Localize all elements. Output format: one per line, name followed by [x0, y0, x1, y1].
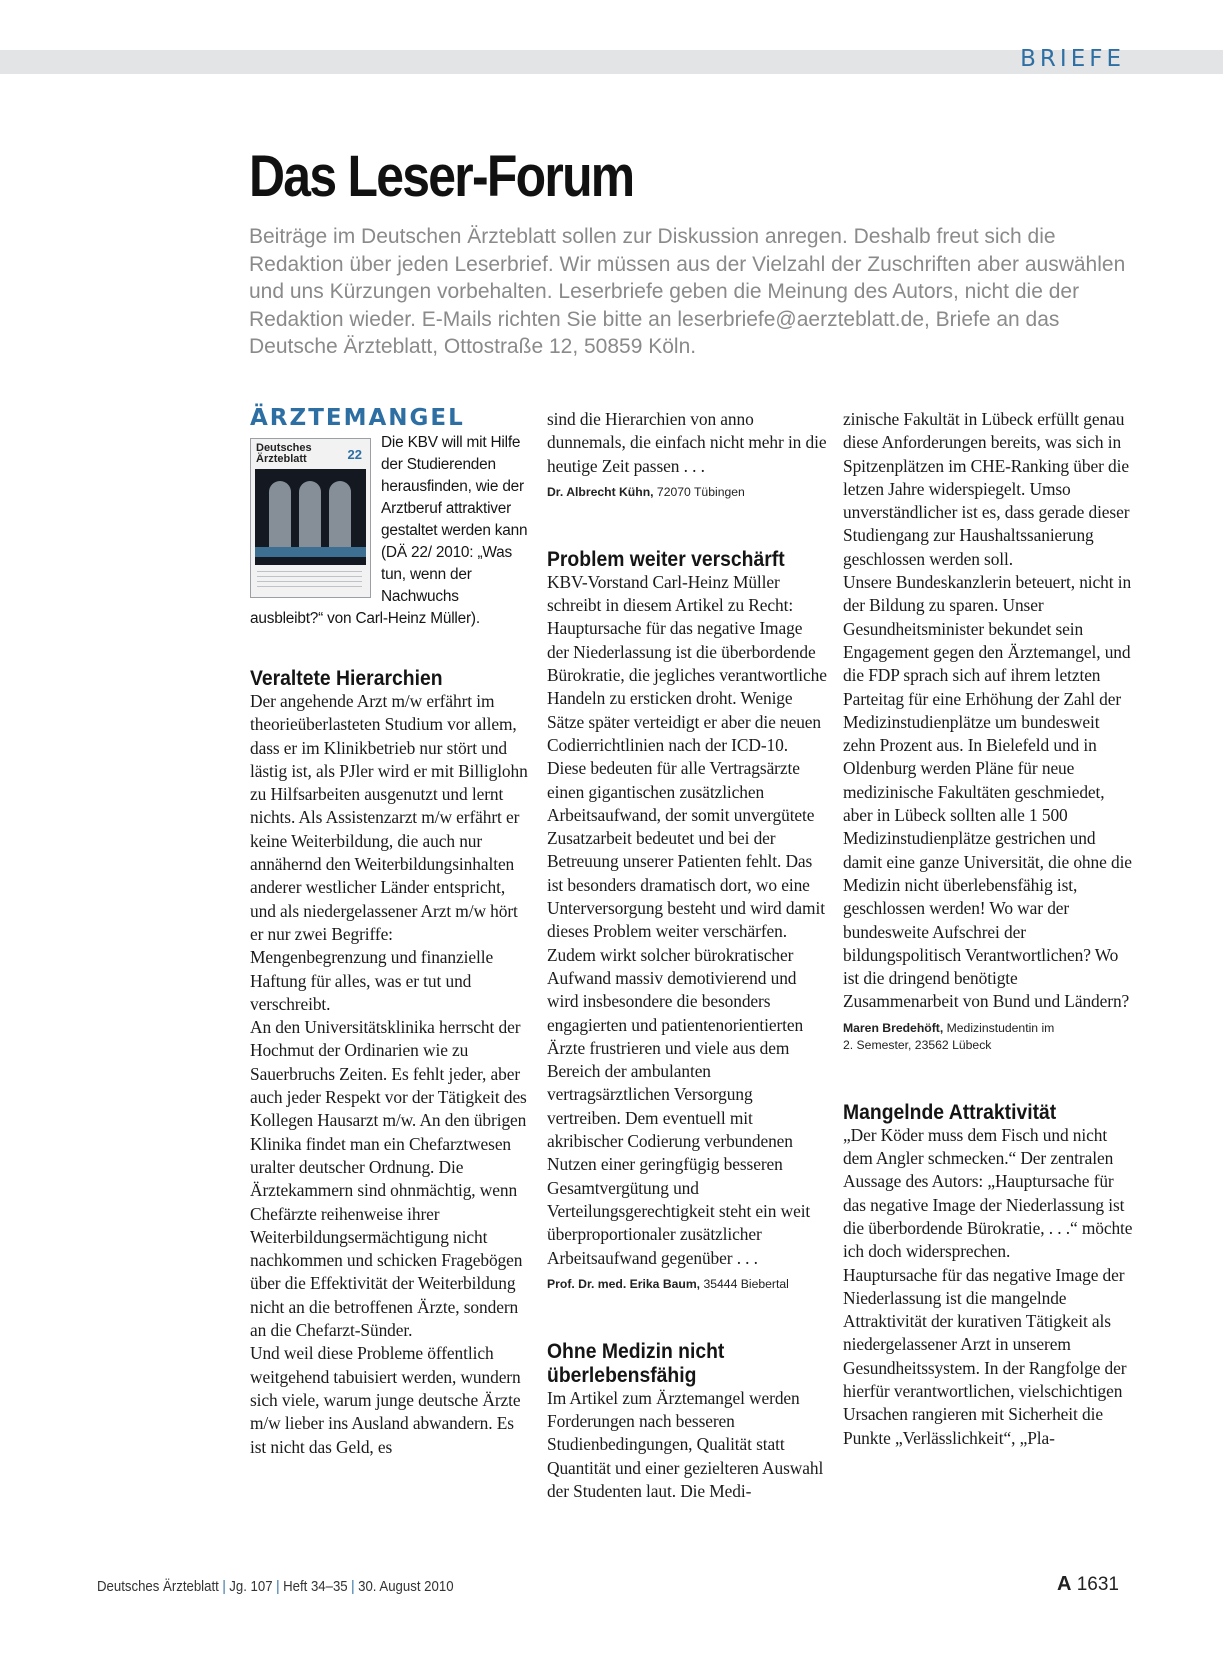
author-location: 72070 Tübingen: [653, 484, 745, 499]
footer-journal: Deutsches Ärzteblatt: [97, 1578, 219, 1595]
cover-issue: 22: [347, 447, 362, 462]
author-location: Medizinstudentin im: [943, 1020, 1055, 1035]
author-name: Prof. Dr. med. Erika Baum,: [547, 1276, 701, 1291]
author-name: Maren Bredehöft,: [843, 1020, 944, 1035]
page-prefix: A: [1056, 1573, 1072, 1595]
letter-signature: [547, 484, 827, 501]
letter-paragraph: Diese bedeuten für alle Vertragsärzte einen gigantischen zusätzlichen Arbeitsaufwand, der somit unvergütete Zusatzarbeit bedeutet und bei der Betreuung unserer Patienten fehlt. Das ist besonders dramatisch dort, wo eine Unterversorgung besteht und wird damit dieses Problem weiter verschärfen. Zudem wirkt solcher bürokratischer Aufwand massiv demotivierend und wird insbesondere die besonders engagierten und patientenorientierten Ärzte frustrieren und viele aus dem Bereich der ambulanten vertragsärztlichen Versorgung vertreiben. Dem eventuell mit akribischer Codierung verbundenen Nutzen einer geringfügig besseren Gesamtvergütung und Verteilungsgerechtigkeit steht ein weit überproportionaler zusätzlicher Arbeitsaufwand gegenüber . . .: [547, 758, 825, 1268]
letter-paragraph: An den Universitätsklinika herrscht der Hochmut der Ordinarien wie zu Sauerbruchs Zeiten. Es fehlt jeder, aber auch jeder Respekt vor der Tätigkeit des Kollegen Hausarzt m/w. An den übrigen Klinika findet man ein Chefarztwesen uralter deutscher Ordnung. Die Ärztekammern sind ohnmächtig, wenn Chefärzte reihenweise ihrer Weiterbildungsermächtigung nicht nachkommen und schicken Fragebögen über die Effektivität der Weiterbildung nicht an die betroffenen Ärzte, sondern an die Chefarzt-Sünder.: [250, 1017, 527, 1341]
letter-heading: Problem weiter verschärft: [547, 546, 785, 571]
letter-paragraph: sind die Hierarchien von anno dunnemals, die einfach nicht mehr in die heutige Zeit passen . . .: [547, 409, 827, 476]
cover-title-line2: Ärzteblatt: [256, 453, 307, 465]
cover-title-line1: Deutsches: [256, 442, 312, 454]
cover-figure: [299, 481, 321, 555]
cover-text-lines: [257, 571, 362, 587]
author-location-2: 2. Semester, 23562 Lübeck: [843, 1037, 992, 1052]
author-location: 35444 Biebertal: [700, 1276, 789, 1291]
letter-paragraph: Hauptursache für das negative Image der Niederlassung ist die mangelnde Attraktivität der kurativen Tätigkeit als niedergelassener Arzt in unserem Gesundheitssystem. In der Rangfolge der hierfür verantwortlichen, vielschichtigen Ursachen rangieren mit Sicherheit die Punkte „Verlässlichkeit“, „Pla-: [843, 1264, 1127, 1448]
footer-issue: Heft 34–35: [283, 1578, 348, 1595]
section-label: BRIEFE: [1020, 46, 1125, 72]
letter-paragraph: zinische Fakultät in Lübeck erfüllt genau diese Anforderungen bereits, was sich in Spitzenplätzen im CHE-Ranking über die letzen Jahre widerspiegelt. Umso unverständlicher ist es, dass gerade dieser Studiengang zur Haushaltssanierung geschlossen werden soll.: [843, 409, 1130, 569]
letter-heading: [547, 1339, 799, 1387]
letter-heading: Veraltete Hierarchien: [250, 666, 443, 690]
column-2: [547, 408, 827, 1503]
letter-paragraph: KBV-Vorstand Carl-Heinz Müller schreibt in diesem Artikel zu Recht: Hauptursache für das negative Image der Niederlassung ist die überbordende Bürokratie, die jegliches verantwortliche Handeln zu ersticken droht. Wenige Sätze später verteidigt er aber die neuen Codierrichtlinien nach der ICD-10.: [547, 571, 827, 755]
footer-volume: Jg. 107: [229, 1578, 273, 1595]
letter-heading-line2: überlebensfähig: [547, 1362, 697, 1387]
footer-date: 30. August 2010: [358, 1578, 454, 1595]
page-footer: Deutsches Ärzteblatt | Jg. 107 | Heft 34–35 | 30. August 2010: [97, 1578, 454, 1595]
letter-paragraph: Im Artikel zum Ärztemangel werden Forderungen nach besseren Studienbedingungen, Qualität statt Quantität und einer gezielteren Auswahl der Studenten laut. Die Medi-: [547, 1387, 824, 1501]
cover-figure: [329, 481, 351, 555]
letter-signature: [843, 1020, 1133, 1054]
letter-heading-line1: Ohne Medizin nicht: [547, 1338, 725, 1363]
letter-paragraph: „Der Köder muss dem Fisch und nicht dem Angler schmecken.“ Der zentralen Aussage des Autors: „Hauptursache für das negative Image der Niederlassung ist die überbordende Bürokratie, . . .“ möchte ich doch widersprechen.: [843, 1124, 1133, 1262]
page-number: [1057, 1573, 1119, 1596]
page-title: Das Leser-Forum: [249, 144, 634, 209]
magazine-cover-image: [250, 438, 371, 598]
cover-band: [255, 547, 366, 557]
letter-signature: [547, 1276, 827, 1293]
letter-heading: Mangelnde Attraktivität: [843, 1099, 1057, 1124]
letter-paragraph: Und weil diese Probleme öffentlich weitgehend tabuisiert werden, wundern sich viele, warum junge deutsche Ärzte m/w lieber ins Ausland abwandern. Es ist nicht das Geld, es: [250, 1343, 521, 1457]
column-1: [250, 404, 530, 1459]
column-3: [843, 408, 1133, 1450]
cover-figure: [269, 481, 291, 555]
author-name: Dr. Albrecht Kühn,: [547, 484, 654, 499]
lead-text: Die KBV will mit Hilfe der Studierenden herausfinden, wie der Arztberuf attraktiver gestaltet werden kann (DÄ 22/ 2010: „Was tun, wenn der Nachwuchs ausbleibt?“ von Carl-Heinz Müller).: [250, 434, 528, 627]
cover-title: [256, 443, 312, 465]
page-number-value: 1631: [1076, 1574, 1119, 1595]
intro-text: Beiträge im Deutschen Ärzteblatt sollen zur Diskussion anregen. Deshalb freut sich die Redaktion über jeden Leserbrief. Wir müssen aus der Vielzahl der Zuschriften aber auswählen und uns Kürzungen vorbehalten. Leserbriefe geben die Meinung des Autors, nicht die der Redaktion wieder. E-Mails richten Sie bitte an leserbriefe@aerzteblatt.de, Briefe an das Deutsche Ärzteblatt, Ottostraße 12, 50859 Köln.: [249, 225, 1126, 358]
letter-paragraph: Unsere Bundeskanzlerin beteuert, nicht in der Bildung zu sparen. Unser Gesundheitsminister bekundet sein Engagement gegen den Ärztemangel, und die FDP sprach sich auf ihrem letzten Parteitag für eine Erhöhung der Zahl der Medizinstudienplätze um bundesweit zehn Prozent aus. In Bielefeld und in Oldenburg werden Pläne für neue medizinische Fakultäten geschmiedet, aber in Lübeck sollten alle 1 500 Medizinstudienplätze gestrichen und damit eine ganze Universität, die ohne die Medizin nicht überlebensfähig ist, geschlossen werden! Wo war der bundesweite Aufschrei der bildungspolitisch Verantwortlichen? Wo ist die dringend benötigte Zusammenarbeit von Bund und Ländern?: [843, 572, 1132, 1012]
topic-label: ÄRZTEMANGEL: [250, 405, 465, 431]
letter-paragraph: Der angehende Arzt m/w erfährt im theorieüberlasteten Studium vor allem, dass er im Klinikbetrieb nur stört und lästig ist, als PJler wird er mit Billiglohn zu Hilfsarbeiten ausgenutzt und lernt nichts. Als Assistenzarzt m/w erfährt er keine Weiterbildung, die auch nur annähernd den Weiterbildungsinhalten anderer westlicher Länder entspricht, und als niedergelassener Arzt m/w hört er nur zwei Begriffe: Mengenbegrenzung und finanzielle Haftung für alles, was er tut und verschreibt.: [250, 691, 528, 1014]
